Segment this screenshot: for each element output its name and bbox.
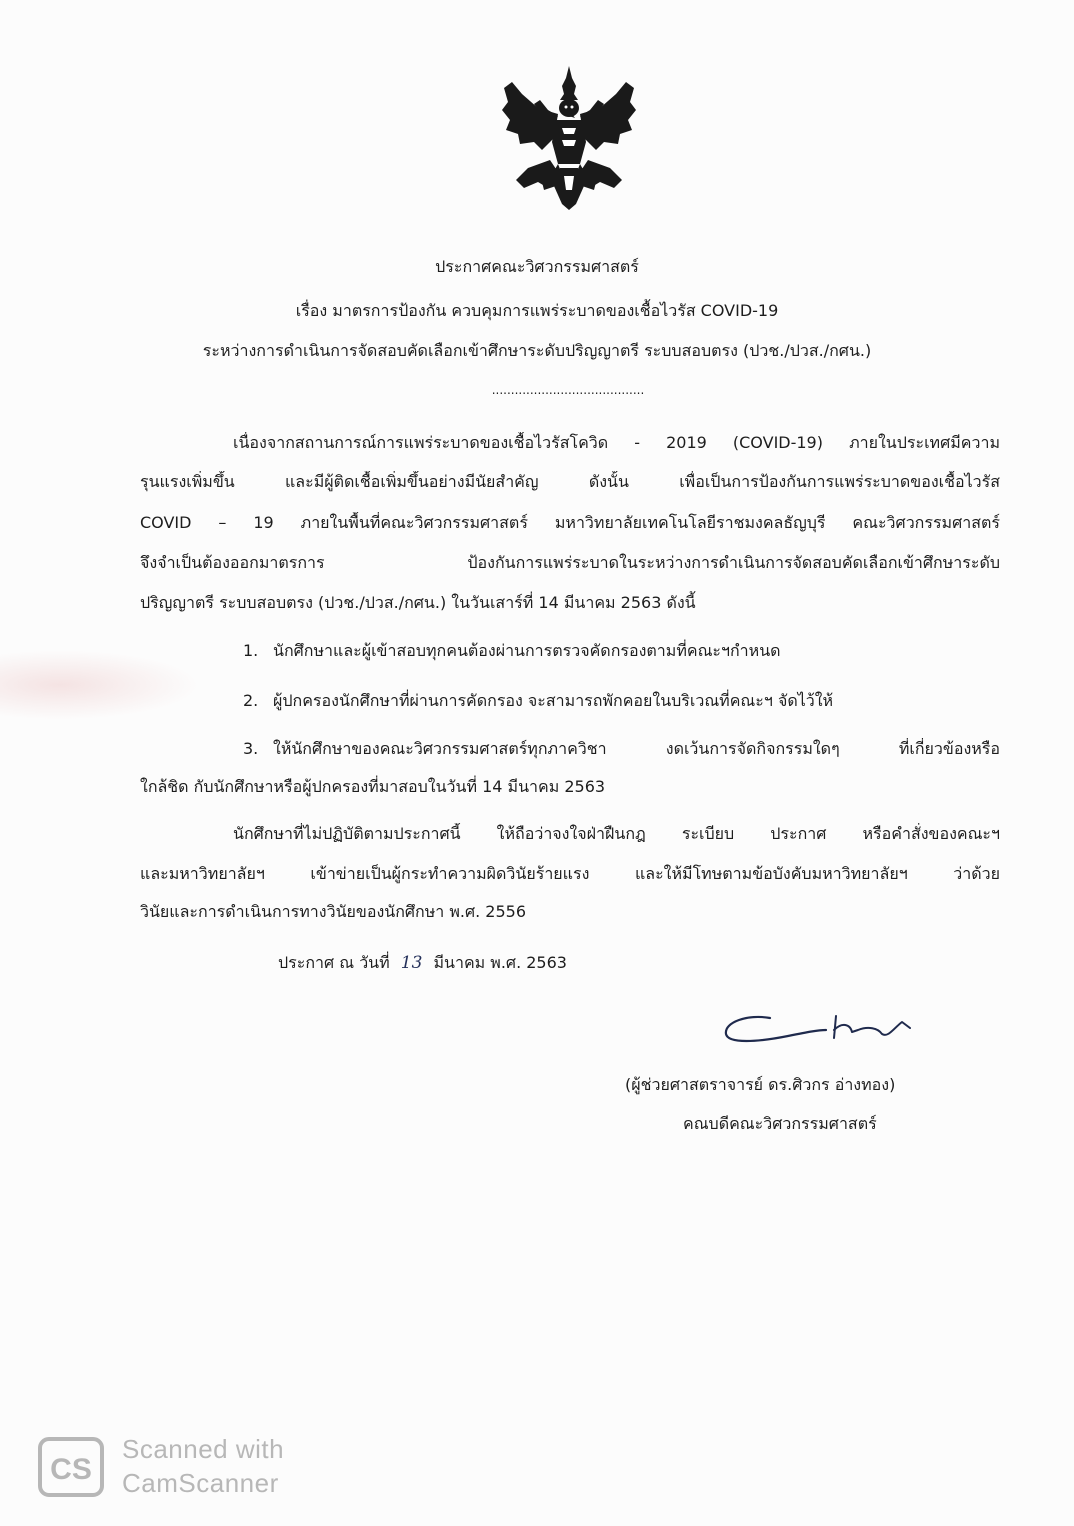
penalty-line: นักศึกษาที่ไม่ปฏิบัติตามประกาศนี้ ให้ถือว่าจงใจฝ่าฝืนกฎ ระเบียบ ประกาศ หรือคำสั่งของคณะฯ (233, 824, 1000, 843)
announcement-date (278, 952, 567, 974)
measure-item: ให้นักศึกษาของคณะวิศวกรรมศาสตร์ทุกภาควิชา งดเว้นการจัดกิจกรรมใดๆ ที่เกี่ยวข้องหรือ (273, 739, 1000, 758)
intro-line: COVID – 19 ภายในพื้นที่คณะวิศวกรรมศาสตร์ มหาวิทยาลัยเทคโนโลยีราชมงคลธัญบุรี คณะวิศวกรรมศาสตร์ (140, 513, 1000, 532)
measure-number: 1. (243, 641, 259, 660)
announcement-date-suffix: มีนาคม พ.ศ. 2563 (433, 953, 567, 972)
penalty-line: วินัยและการดำเนินการทางวินัยของนักศึกษา พ.ศ. 2556 (140, 902, 527, 921)
measure-number: 3. (243, 739, 259, 758)
signatory-position: คณบดีคณะวิศวกรรมศาสตร์ (683, 1114, 877, 1133)
subject-line-continued: ระหว่างการดำเนินการจัดสอบคัดเลือกเข้าศึกษาระดับปริญญาตรี ระบบสอบตรง (ปวช./ปวส./กศน.) (202, 341, 872, 360)
intro-line: รุนแรงเพิ่มขึ้น และมีผู้ติดเชื้อเพิ่มขึ้นอย่างมีนัยสำคัญ ดังนั้น เพื่อเป็นการป้องกันการแพร่ระบาดของเชื้อไวรัส (140, 472, 1000, 491)
intro-line: จึงจำเป็นต้องออกมาตรการ ป้องกันการแพร่ระบาดในระหว่างการดำเนินการจัดสอบคัดเลือกเข้าศึกษาระดับ (140, 553, 1000, 572)
camscanner-logo-icon (38, 1437, 104, 1497)
measure-item-continuation: ใกล้ชิด กับนักศึกษาหรือผู้ปกครองที่มาสอบในวันที่ 14 มีนาคม 2563 (140, 777, 606, 796)
measure-number: 2. (243, 691, 259, 710)
watermark-line1: Scanned with (122, 1434, 285, 1464)
camscanner-logo-text: CS (50, 1453, 92, 1486)
scan-smudge (0, 650, 200, 720)
subject-line: เรื่อง มาตรการป้องกัน ควบคุมการแพร่ระบาดของเชื้อไวรัส COVID-19 (295, 301, 779, 320)
intro-line: ปริญญาตรี ระบบสอบตรง (ปวช./ปวส./กศน.) ในวันเสาร์ที่ 14 มีนาคม 2563 ดังนี้ (140, 593, 696, 612)
separator-dots: ........................................ (491, 384, 645, 396)
penalty-line: และมหาวิทยาลัยฯ เข้าข่ายเป็นผู้กระทำความผิดวินัยร้ายแรง และให้มีโทษตามข้อบังคับมหาวิทยาลัยฯ ว่าด้วย (140, 864, 1000, 883)
watermark-line2: CamScanner (122, 1468, 279, 1498)
measure-item: ผู้ปกครองนักศึกษาที่ผ่านการคัดกรอง จะสามารถพักคอยในบริเวณที่คณะฯ จัดไว้ให้ (273, 691, 834, 710)
announcement-day-handwritten: 13 (400, 953, 423, 973)
signatory-name: (ผู้ช่วยศาสตราจารย์ ดร.ศิวกร อ่างทอง) (625, 1075, 896, 1094)
announcement-date-prefix: ประกาศ ณ วันที่ (278, 953, 390, 972)
handwritten-signature (718, 1008, 938, 1048)
issuer-title: ประกาศคณะวิศวกรรมศาสตร์ (435, 257, 639, 276)
intro-line: เนื่องจากสถานการณ์การแพร่ระบาดของเชื้อไวรัสโควิด - 2019 (COVID-19) ภายในประเทศมีความ (233, 433, 1000, 452)
measure-item: นักศึกษาและผู้เข้าสอบทุกคนต้องผ่านการตรวจคัดกรองตามที่คณะฯกำหนด (273, 641, 781, 660)
garuda-emblem-icon (498, 64, 640, 210)
